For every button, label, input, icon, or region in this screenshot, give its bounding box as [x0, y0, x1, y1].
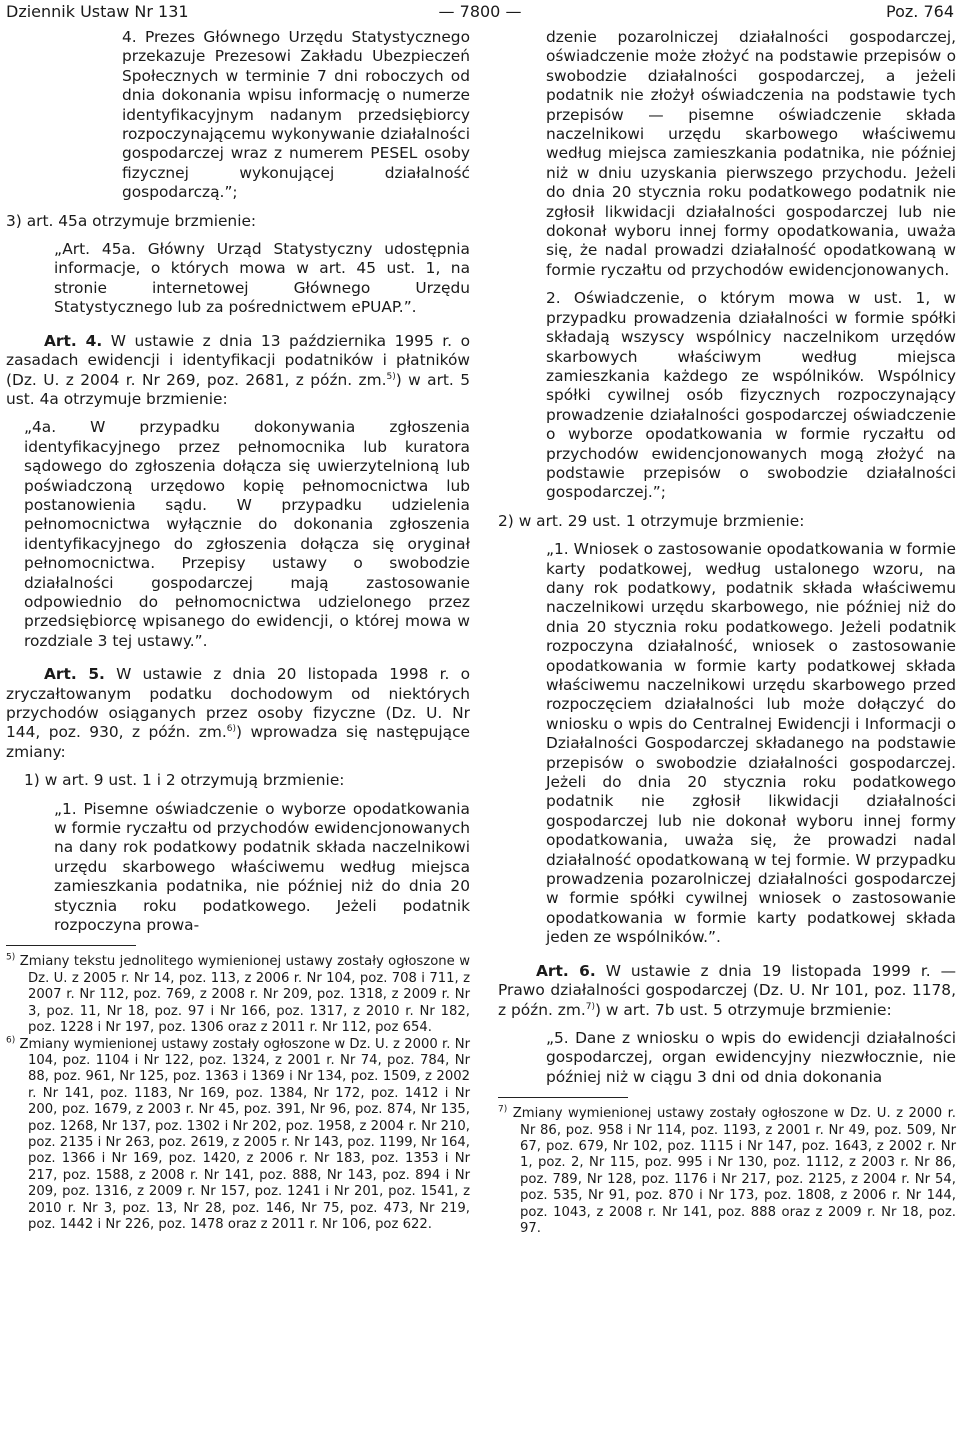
art-5 [6, 665, 470, 762]
footnote-7 [498, 1106, 956, 1237]
art-7b-quote: „5. Dane z wniosku o wpis do ewidencji działalności gospodarczej, organ ewidencyjny niezwłocznie, nie później niż w ciągu 3 dni od dnia dokonania [546, 1028, 956, 1086]
footnote-6 [6, 1037, 470, 1234]
art-4-label: Art. 4. [44, 331, 103, 350]
art-4 [6, 332, 470, 410]
art-6 [498, 962, 956, 1020]
page-number: — 7800 — [438, 2, 522, 21]
item-1: 1) w art. 9 ust. 1 i 2 otrzymują brzmienie: [24, 771, 345, 790]
art-5-label: Art. 5. [44, 665, 105, 684]
item-2: 2) w art. 29 ust. 1 otrzymuje brzmienie: [498, 511, 805, 530]
right-column [498, 28, 956, 1237]
art-6-tail: ) w art. 7b ust. 5 otrzymuje brzmienie: [595, 1000, 892, 1019]
footnote-rule-right [498, 1097, 628, 1098]
footnote-5 [6, 954, 470, 1036]
footnote-6-number: 6) [6, 1035, 16, 1046]
footnote-ref-5: 5) [386, 371, 396, 382]
journal-title: Dziennik Ustaw Nr 131 [6, 2, 189, 21]
position-number: Poz. 764 [886, 2, 954, 21]
page-header [0, 0, 960, 26]
footnote-ref-6: 6) [226, 724, 237, 735]
paragraph-4: 4. Prezes Głównego Urzędu Statystycznego przekazuje Prezesowi Zakładu Ubezpieczeń Społecznych w terminie 7 dni roboczych od dnia dokonania wpisu informację o numerze identyfikacyjnym nadanym przedsiębiorcy rozpoczynającemu wykonywanie działalności gospodarczej wraz z numerem PESEL osoby fizycznej wykonującej działalność gospodarczą.”; [122, 28, 470, 202]
art-6-text: W ustawie z dnia 19 listopada 1999 r. — Prawo działalności gospodarczej (Dz. U. Nr 101, poz. 1178, z późn. zm. [498, 961, 956, 1019]
item-3: 3) art. 45a otrzymuje brzmienie: [6, 211, 257, 230]
left-column [6, 28, 470, 1233]
art-45a-quote: „Art. 45a. Główny Urząd Statystyczny udostępnia informacje, o których mowa w art. 45 ust. 1, na stronie internetowej Głównego Urzędu Statystycznego lub za pośrednictwem ePUAP.”. [54, 240, 470, 317]
art-6-label: Art. 6. [536, 961, 596, 980]
art-5-text: W ustawie z dnia 20 listopada 1998 r. o zryczałtowanym podatku dochodowym od niektórych przychodów osiąganych przez osoby fizyczne (Dz. U. Nr 144, poz. 930, z późn. zm. [6, 665, 470, 742]
art-29-quote: „1. Wniosek o zastosowanie opodatkowania w formie karty podatkowej, według ustalonego wzoru, na dany rok podatkowy, podatnik składa właściwemu naczelnikowi urzędu skarbowego, nie później niż do dnia 20 stycznia roku podatkowego. Jeżeli podatnik rozpoczyna działalność, wniosek o zastosowanie opodatkowania w formie karty podatkowej składa właściwemu naczelnikowi urzędu skarbowego przed rozpoczęciem działalności lub może dołączyć do wniosku o wpis do Centralnej Ewidencji i Informacji o Działalności Gospodarczej składanego na podstawie przepisów o swobodzie działalności gospodarczej. Jeżeli do dnia 20 stycznia roku podatkowego podatnik nie zgłosił likwidacji działalności gospodarczej lub nie dokonał wyboru innej formy opodatkowania, uważa się, że prowadzi nadal działalność opodatkowaną w tej formie. W przypadku prowadzenia pozarolniczej działalności gospodarczej w formie spółki cywilnej wniosek o zastosowanie opodatkowania w formie karty podatkowej składa jeden ze wspólników.”. [546, 540, 957, 947]
footnote-5-text: Zmiany tekstu jednolitego wymienionej ustawy zostały ogłoszone w Dz. U. z 2005 r. Nr 14, poz. 113, z 2006 r. Nr 104, poz. 708 i 711, z 2007 r. Nr 112, poz. 769, z 2008 r. Nr 209, poz. 1318, z 2009 r. Nr 3, poz. 11, Nr 18, poz. 97 i Nr 166, poz. 1317, z 2010 r. Nr 182, poz. 1228 i Nr 197, poz. 1306 oraz z 2011 r. Nr 112, poz 654. [19, 954, 470, 1036]
footnote-7-text: Zmiany wymienionej ustawy zostały ogłoszone w Dz. U. z 2000 r. Nr 86, poz. 958 i Nr 114, poz. 1193, z 2001 r. Nr 49, poz. 509, Nr 67, poz. 679, Nr 102, poz. 1115 i Nr 147, poz. 1643, z 2002 r. Nr 1, poz. 2, Nr 115, poz. 995 i Nr 130, poz. 1112, z 2003 r. Nr 86, poz. 789, Nr 128, poz. 1176 i Nr 217, poz. 2125, z 2004 r. Nr 54, poz. 535, Nr 91, poz. 870 i Nr 173, poz. 1808, z 2006 r. Nr 144, poz. 1043, z 2008 r. Nr 141, poz. 888 oraz z 2009 r. Nr 18, poz. 97. [512, 1106, 956, 1236]
art-4-tail: ) w art. 5 ust. 4a otrzymuje brzmienie: [6, 370, 470, 408]
art-4a-quote: „4a. W przypadku dokonywania zgłoszenia identyfikacyjnego przez pełnomocnika lub kuratora sądowego do zgłoszenia dołącza się uwierzytelnioną lub poświadczoną urzędowo kopię pełnomocnictwa lub postanowienia sądu. W przypadku udzielenia pełnomocnictwa wyłącznie do dokonania zgłoszenia identyfikacyjnego do zgłoszenia dołącza się oryginał pełnomocnictwa. Przepisy ustawy o swobodzie działalności gospodarczej mają zastosowanie odpowiednio do pełnomocnictwa udzielonego przez przedsiębiorcę wpisanego do ewidencji, o której mowa w rozdziale 3 tej ustawy.”. [24, 418, 470, 650]
footnote-rule [6, 945, 136, 946]
paragraph-2: 2. Oświadczenie, o którym mowa w ust. 1, w przypadku prowadzenia działalności w formie spółki składają wszyscy wspólnicy naczelnikom urzędów skarbowych właściwym według miejsca zamieszkania każdego ze wspólników. Wspólnicy spółki cywilnej osób fizycznych rozpoczynający prowadzenie działalności gospodarczej oświadczenie o wyborze opodatkowania w formie ryczałtu od przychodów ewidencjonowanych mogą złożyć na podstawie przepisów o swobodzie działalności gospodarczej.”; [546, 289, 956, 502]
continuation-text: dzenie pozarolniczej działalności gospodarczej, oświadczenie może złożyć na podstawie przepisów o swobodzie działalności gospodarczej, a jeżeli podatnik nie złożył oświadczenia na podstawie tych przepisów — pisemne oświadczenie składa naczelnikowi urzędu skarbowego właściwemu według miejsca zamieszkania podatnika, nie później niż w dniu uzyskania pierwszego przychodu. Jeżeli do dnia 20 stycznia roku podatkowego podatnik nie zgłosił likwidacji działalności gospodarczej lub nie dokonał wyboru innej formy opodatkowania, uważa się, że nadal prowadzi działalność opodatkowaną w formie ryczałtu od przychodów ewidencjonowanych. [546, 28, 956, 279]
footnote-7-number: 7) [498, 1104, 508, 1115]
art-4-text: W ustawie z dnia 13 października 1995 r. o zasadach ewidencji i identyfikacji podatników i płatników (Dz. U. z 2004 r. Nr 269, poz. 2681, z późn. zm. [6, 331, 470, 389]
footnote-6-text: Zmiany wymienionej ustawy zostały ogłoszone w Dz. U. z 2000 r. Nr 104, poz. 1104 i Nr 122, poz. 1324, z 2001 r. Nr 74, poz. 784, Nr 88, poz. 961, Nr 125, poz. 1363 i 1369 i Nr 134, poz. 1509, z 2002 r. Nr 141, poz. 1183, Nr 169, poz. 1384, Nr 172, poz. 1412 i Nr 200, poz. 1679, z 2003 r. Nr 45, poz. 391, Nr 96, poz. 874, Nr 135, poz. 1268, Nr 137, poz. 1302 i Nr 202, poz. 1958, z 2004 r. Nr 210, poz. 2135 i Nr 263, poz. 2619, z 2005 r. Nr 143, poz. 1199, Nr 164, poz. 1366 i Nr 169, poz. 1420, z 2006 r. Nr 183, poz. 1353 i Nr 217, poz. 1588, z 2008 r. Nr 141, poz. 888, Nr 143, poz. 894 i Nr 209, poz. 1316, z 2009 r. Nr 157, poz. 1241 i Nr 201, poz. 1541, z 2010 r. Nr 3, poz. 13, Nr 28, poz. 146, Nr 75, poz. 473, Nr 219, poz. 1442 i Nr 226, poz. 1478 oraz z 2011 r. Nr 106, poz 622. [19, 1036, 470, 1232]
footnote-ref-7: 7) [585, 1001, 595, 1012]
art-9-quote: „1. Pisemne oświadczenie o wyborze opodatkowania w formie ryczałtu od przychodów ewidencjonowanych na dany rok podatkowy podatnik składa naczelnikowi urzędu skarbowego właściwemu według miejsca zamieszkania podatnika, nie później niż do dnia 20 stycznia roku podatkowego. Jeżeli podatnik rozpoczyna prowa- [54, 799, 470, 935]
art-5-tail: ) wprowadza się następujące zmiany: [6, 723, 471, 761]
footnote-5-number: 5) [6, 953, 16, 964]
